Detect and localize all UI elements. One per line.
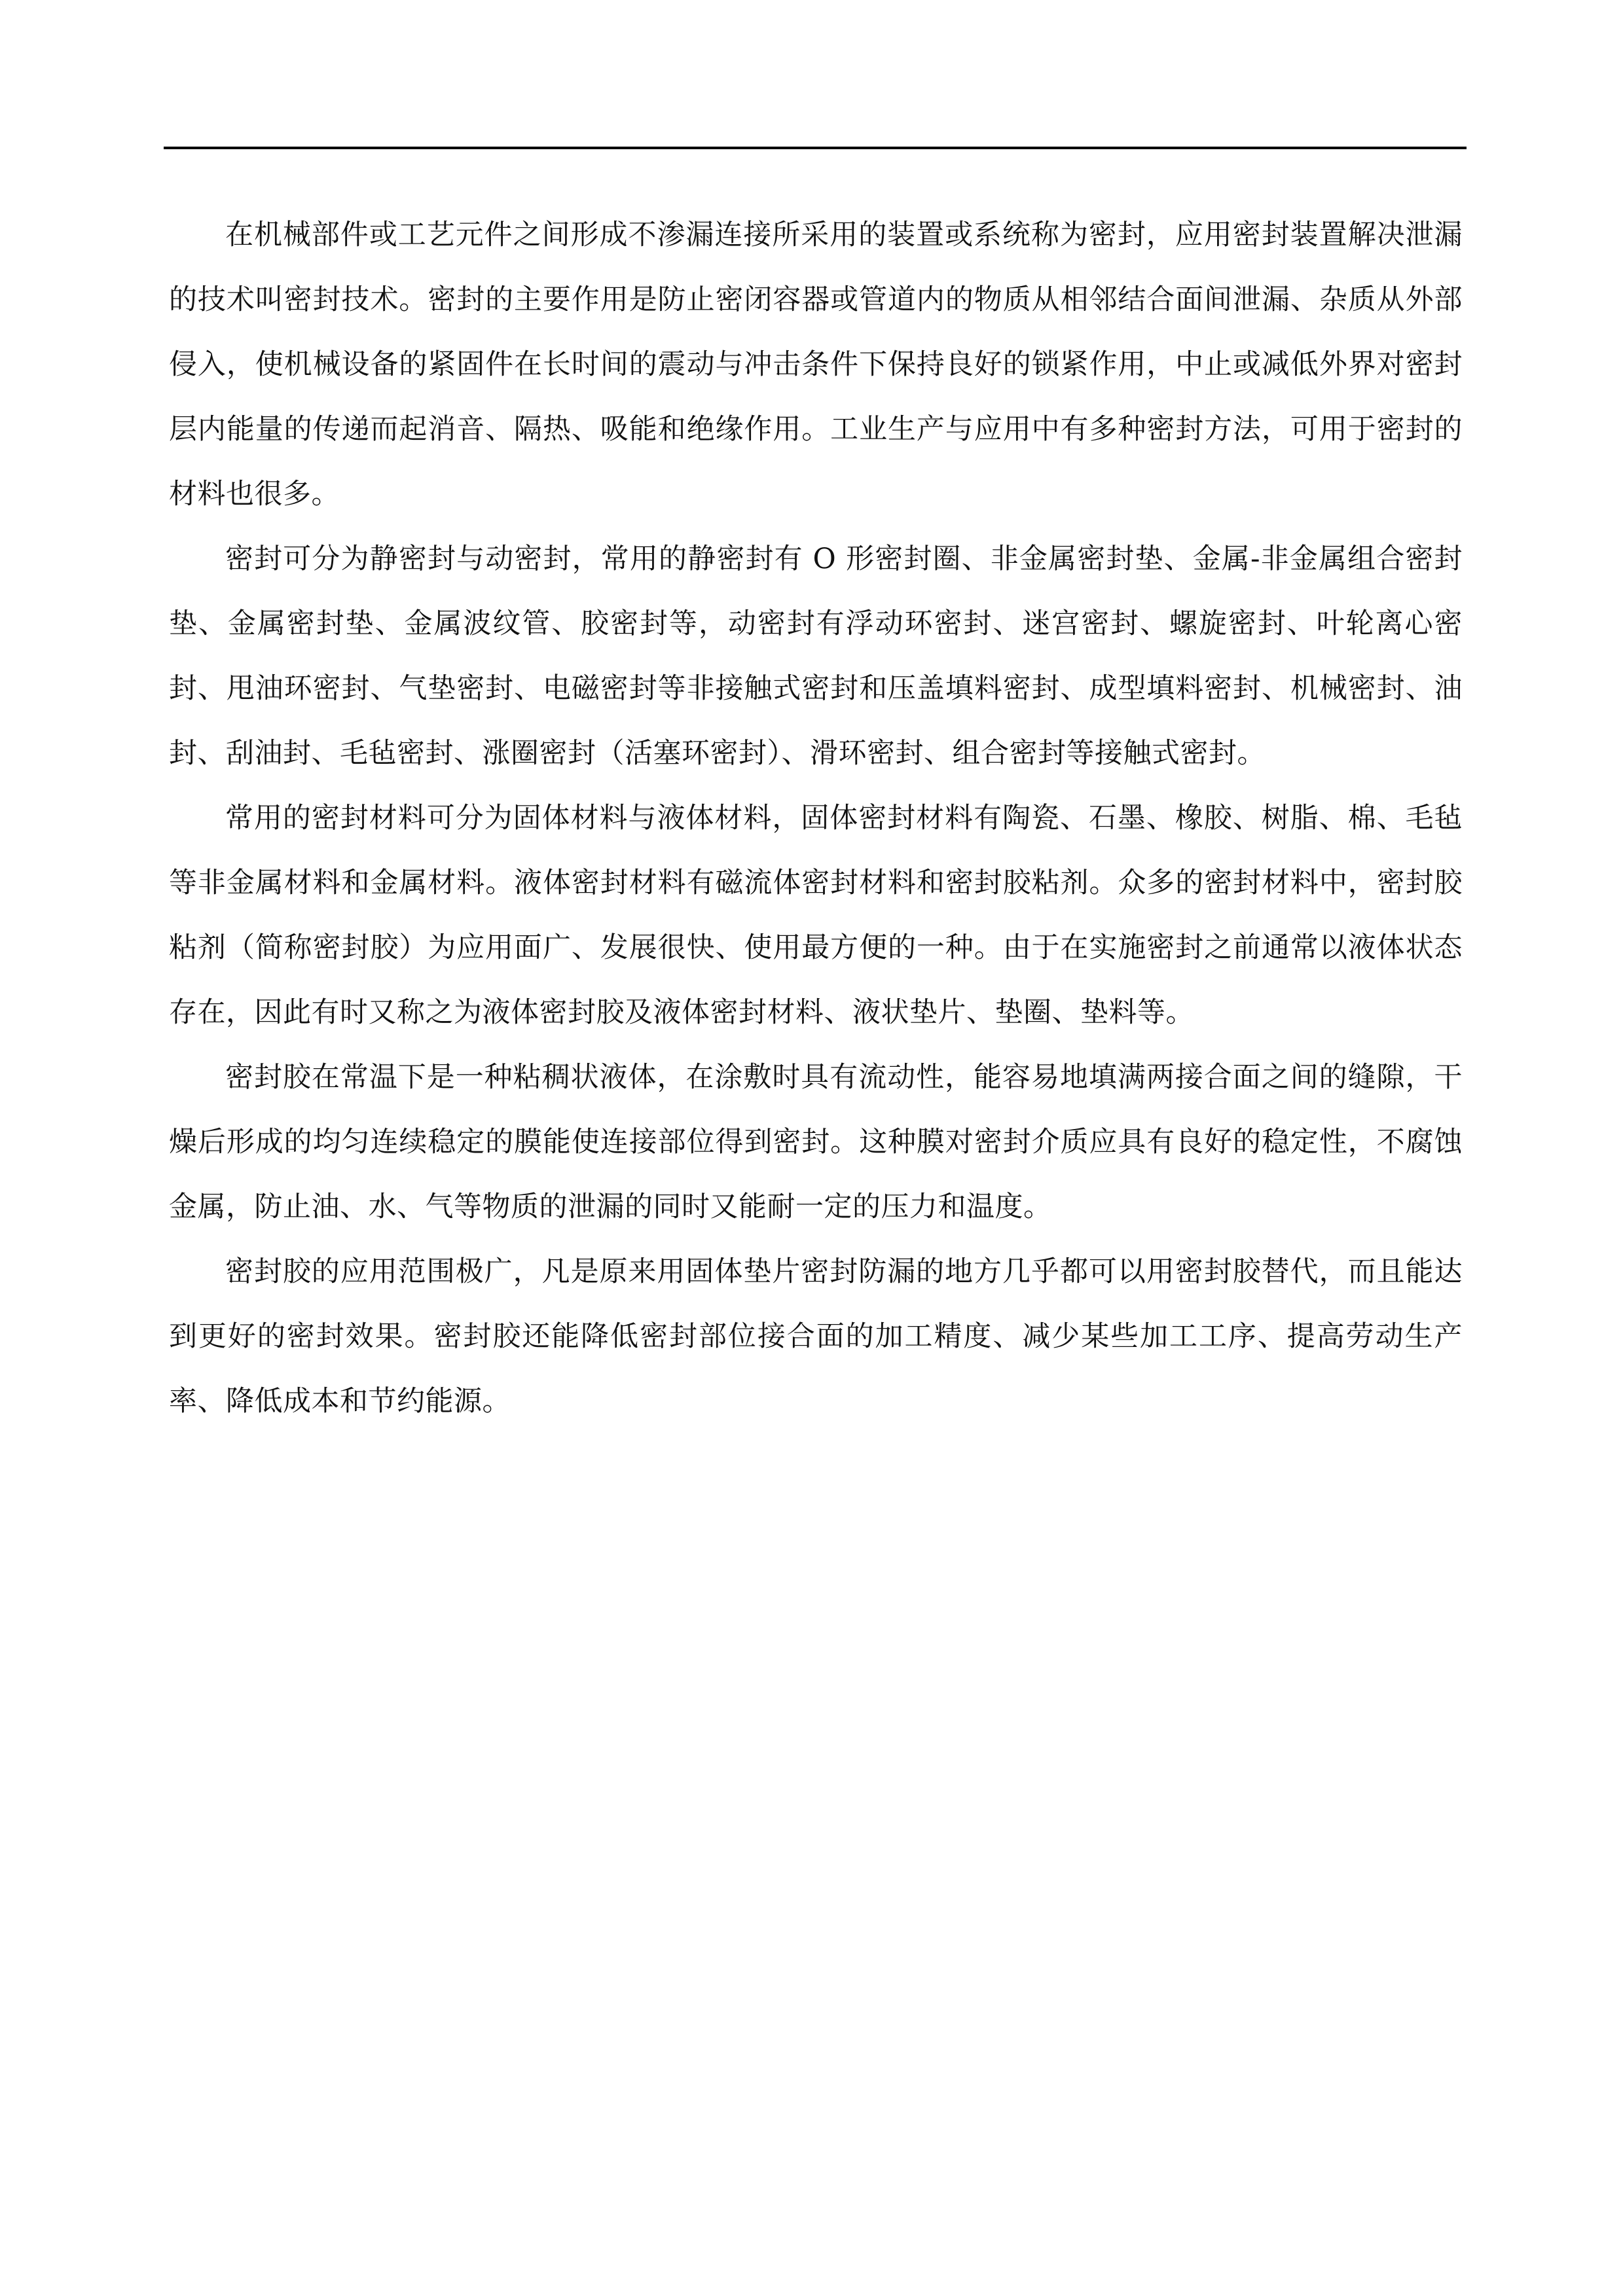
header-rule: [164, 147, 1467, 149]
paragraph-2: 密封可分为静密封与动密封，常用的静密封有 O 形密封圈、非金属密封垫、金属-非金属组合密封垫、金属密封垫、金属波纹管、胶密封等，动密封有浮动环密封、迷宫密封、螺旋密封、叶轮离心密封、甩油环密封、气垫密封、电磁密封等非接触式密封和压盖填料密封、成型填料密封、机械密封、油封、刮油封、毛毡密封、涨圈密封（活塞环密封）、滑环密封、组合密封等接触式密封。: [169, 543, 1463, 770]
paragraph-5: 密封胶的应用范围极广，凡是原来用固体垫片密封防漏的地方几乎都可以用密封胶替代，而且能达到更好的密封效果。密封胶还能降低密封部位接合面的加工精度、减少某些加工工序、提高劳动生产率、降低成本和节约能源。: [169, 1255, 1463, 1418]
paragraph-4: 密封胶在常温下是一种粘稠状液体，在涂敷时具有流动性，能容易地填满两接合面之间的缝隙，干燥后形成的均匀连续稳定的膜能使连接部位得到密封。这种膜对密封介质应具有良好的稳定性，不腐蚀金属，防止油、水、气等物质的泄漏的同时又能耐一定的压力和温度。: [169, 1061, 1463, 1223]
paragraph-3: 常用的密封材料可分为固体材料与液体材料，固体密封材料有陶瓷、石墨、橡胶、树脂、棉、毛毡等非金属材料和金属材料。液体密封材料有磁流体密封材料和密封胶粘剂。众多的密封材料中，密封胶粘剂（简称密封胶）为应用面广、发展很快、使用最方便的一种。由于在实施密封之前通常以液体状态存在，因此有时又称之为液体密封胶及液体密封材料、液状垫片、垫圈、垫料等。: [169, 802, 1463, 1029]
paragraph-1: 在机械部件或工艺元件之间形成不渗漏连接所采用的装置或系统称为密封，应用密封装置解决泄漏的技术叫密封技术。密封的主要作用是防止密闭容器或管道内的物质从相邻结合面间泄漏、杂质从外部侵入，使机械设备的紧固件在长时间的震动与冲击条件下保持良好的锁紧作用，中止或减低外界对密封层内能量的传递而起消音、隔热、吸能和绝缘作用。工业生产与应用中有多种密封方法，可用于密封的材料也很多。: [169, 219, 1463, 511]
body-text: [169, 203, 1463, 1434]
